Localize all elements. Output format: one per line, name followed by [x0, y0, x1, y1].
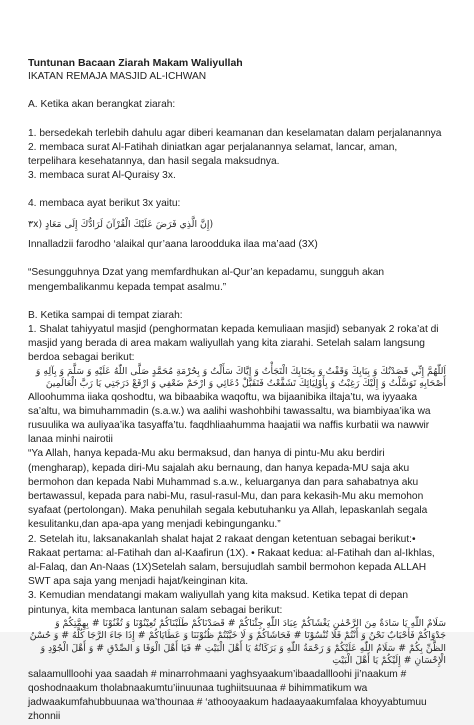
- document-title: Tuntunan Bacaan Ziarah Makam Waliyullah: [28, 57, 243, 69]
- arabic-verse-text: (إِنَّ الَّذِي فَرَضَ عَلَيْكَ الْقُرْآنَ لَرَادُّكَ إِلَى مَعَادٍ (٣x: [28, 218, 214, 230]
- prayer-meaning: “Ya Allah, hanya kepada-Mu aku bermaksud, dan hanya di pintu-Mu aku berdiri (mengharap), kepada diri-Mu sajalah aku bernaung, dan hanya kepada-MU saja aku bermohon dan kepada Nabi Muhammad s.a.w., keluarganya dan para sahabatnya aku bertawassul, kepada para nabi-Mu, rasul-rasul-Mu, dan para kekasih-Mu aku memohon syafaat (pertolongan). Maka penuhilah segala kebutuhanku ya Allah, lepaskanlah segala kesulitanku,dan apa-apa yang menjadi kebingunganku.”: [28, 448, 428, 531]
- spacer: [28, 231, 446, 238]
- spacer: [28, 84, 446, 98]
- prayer-transliteration: Alloohumma iiaka qoshodtu, wa bibaabika waqoftu, wa bijaanibika iltaja’tu, wa iyyaaka sa’altu, wa bimuhammadin (s.a.w.) wa aalihi washohbihi tawassaltu, wa biambiyaa’ika wa rusuulika wa auliyaa’ika tasyaffa’tu. faqdhliaahumma haajatii wa naffis kurbatii wa nawwir lanaa minhi nairotii: [28, 391, 431, 446]
- spacer: [28, 183, 446, 197]
- salam-arabic: سَلَامٌ اللّٰهِ يَا سَادَةٌ مِنَ الرَّحْمٰنِ يَغْشَاكُمْ عِبَادَ اللّٰهِ جِئْنَاكُمْ # قَصَدْنَاكُمْ طَلَبْنَاكُمْ تُعِيْنُوْنَا وَ تُغْنُوْنَا # بِهِمَّتِكُمْ وَ جَدْوَاكُمْ فَأَحْبَابٌ نَحْنُ وَ أَنْتُمْ فَلَا تُنْسُوْنَا # فَحَاشَاكُمْ وَ لَا خَيَّبْتُمْ ظُنُوْنَنَا وَ عَطَايَاكُمْ # إِذَا جَاءَ الرَّجَا كُلَّهُ # وَ حُسْنُ الظَّنِّ بِكُمْ # سَلَامُ اللّٰهِ عَلَيْكُمْ وَ رَحْمَةُ اللّٰهِ وَ بَرَكَاتُهُ يَا أَهْلَ الْبَيْتِ # فَيَا أَهْلَ الْوَفَا وَ الصِّدْقِ # وَ أَهْلَ الْجُوْدِ وَ الْإِحْسَانِ # إِلَيْكُمْ يَا أَهْلَ الْبَيْتِ: [29, 617, 446, 667]
- section-a-item-1: 1. bersedekah terlebih dahulu agar diberi keamanan dan keselamatan dalam perjalanannya: [28, 127, 442, 139]
- spacer: [28, 212, 446, 219]
- spacer: [28, 295, 446, 309]
- section-b-item-1: 1. Shalat tahiyyatul masjid (penghormatan kepada kemuliaan masjid) sebanyak 2 roka’at di masjid yang berada di area makam waliyullah yang kita ziarahi. Setelah salam langsung berdoa sebagai berikut:: [28, 323, 439, 364]
- spacer: [28, 113, 446, 127]
- salam-transliteration: salaamullloohi yaa saadah # minarrohmaani yaghsyaakum’ibaadallloohi ji’naakum # qoshodnaakum tholabnaakumtu’iinuunaa tughiitsuunaa # bihimmatikum wa jadwaakumfahubbuunaa wa’thounaa # ‘athooyaakum hadaayaakumfalaa khoyyabtumuu zhonnii: [28, 668, 427, 723]
- section-a-item-2: 2. membaca surat Al-Fatihah diniatkan agar perjalanannya selamat, lancar, aman, terpelihara kesehatannya, dan hasil segala maksudnya.: [28, 141, 398, 168]
- section-a-item-4: 4. membaca ayat berikut 3x yaitu:: [28, 198, 181, 210]
- section-a-item-3: 3. membaca surat Al-Quraisy 3x.: [28, 170, 176, 182]
- section-b-item-3: 3. Kemudian mendatangi makam waliyullah yang kita maksud. Ketika tepat di depan pintunya, kita membaca lantunan salam sebagai berikut:: [28, 590, 408, 616]
- organization-name: IKATAN REMAJA MASJID AL-ICHWAN: [28, 71, 207, 83]
- section-a-heading: A. Ketika akan berangkat ziarah:: [28, 99, 176, 111]
- verse-transliteration: Innalladzii farodho ‘alaikal qur’aana laroodduka ilaa ma’aad (3X): [28, 239, 318, 251]
- prayer-arabic: اَللّٰهُمَّ إِنِّي قَصَدْتُكَ وَ بِبَابِكَ وَقَفْتُ وَ بِجَنَابِكَ الْتَجَأْتُ وَ إِيَّاكَ سَأَلْتُ وَ بِحُرْمَةِ مُحَمَّدٍ صَلَّى اللّٰهُ عَلَيْهِ وَ سَلَّمَ وَ بِآلِهِ وَ أَصْحَابِهِ تَوَسَّلْتُ وَ إِلَيْكَ رَغِبْتُ وَ بِأَوْلِيَائِكَ تَشَفَّعْتُ فَتَقَبَّلْ دُعَائِي وَ ارْحَمْ ضَعْفِي وَ ارْفَعْ دَرَجَتِي يَا رَبَّ الْعَالَمِينَ: [35, 365, 446, 390]
- section-b-heading: B. Ketika sampai di tempat ziarah:: [28, 309, 183, 321]
- arabic-verse: [28, 219, 446, 232]
- verse-meaning: “Sesungguhnya Dzat yang memfardhukan al-Qur’an kepadamu, sungguh akan mengembalikanmu kepada tempat asalmu.”: [28, 267, 385, 293]
- section-b-item-2: 2. Setelah itu, laksanakanlah shalat hajat 2 rakaat dengan ketentuan sebagai berikut:• Rakaat pertama: al-Fatihah dan al-Kaafirun (1X). • Rakaat kedua: al-Fatihah dan al-Ikhlas, al-Falaq, dan An-Naas (1X)Setelah salam, bersujudlah sambil bermohon kepada ALLAH SWT apa saja yang menjadi hajat/keinginan kita.: [28, 533, 435, 588]
- spacer: [28, 252, 446, 266]
